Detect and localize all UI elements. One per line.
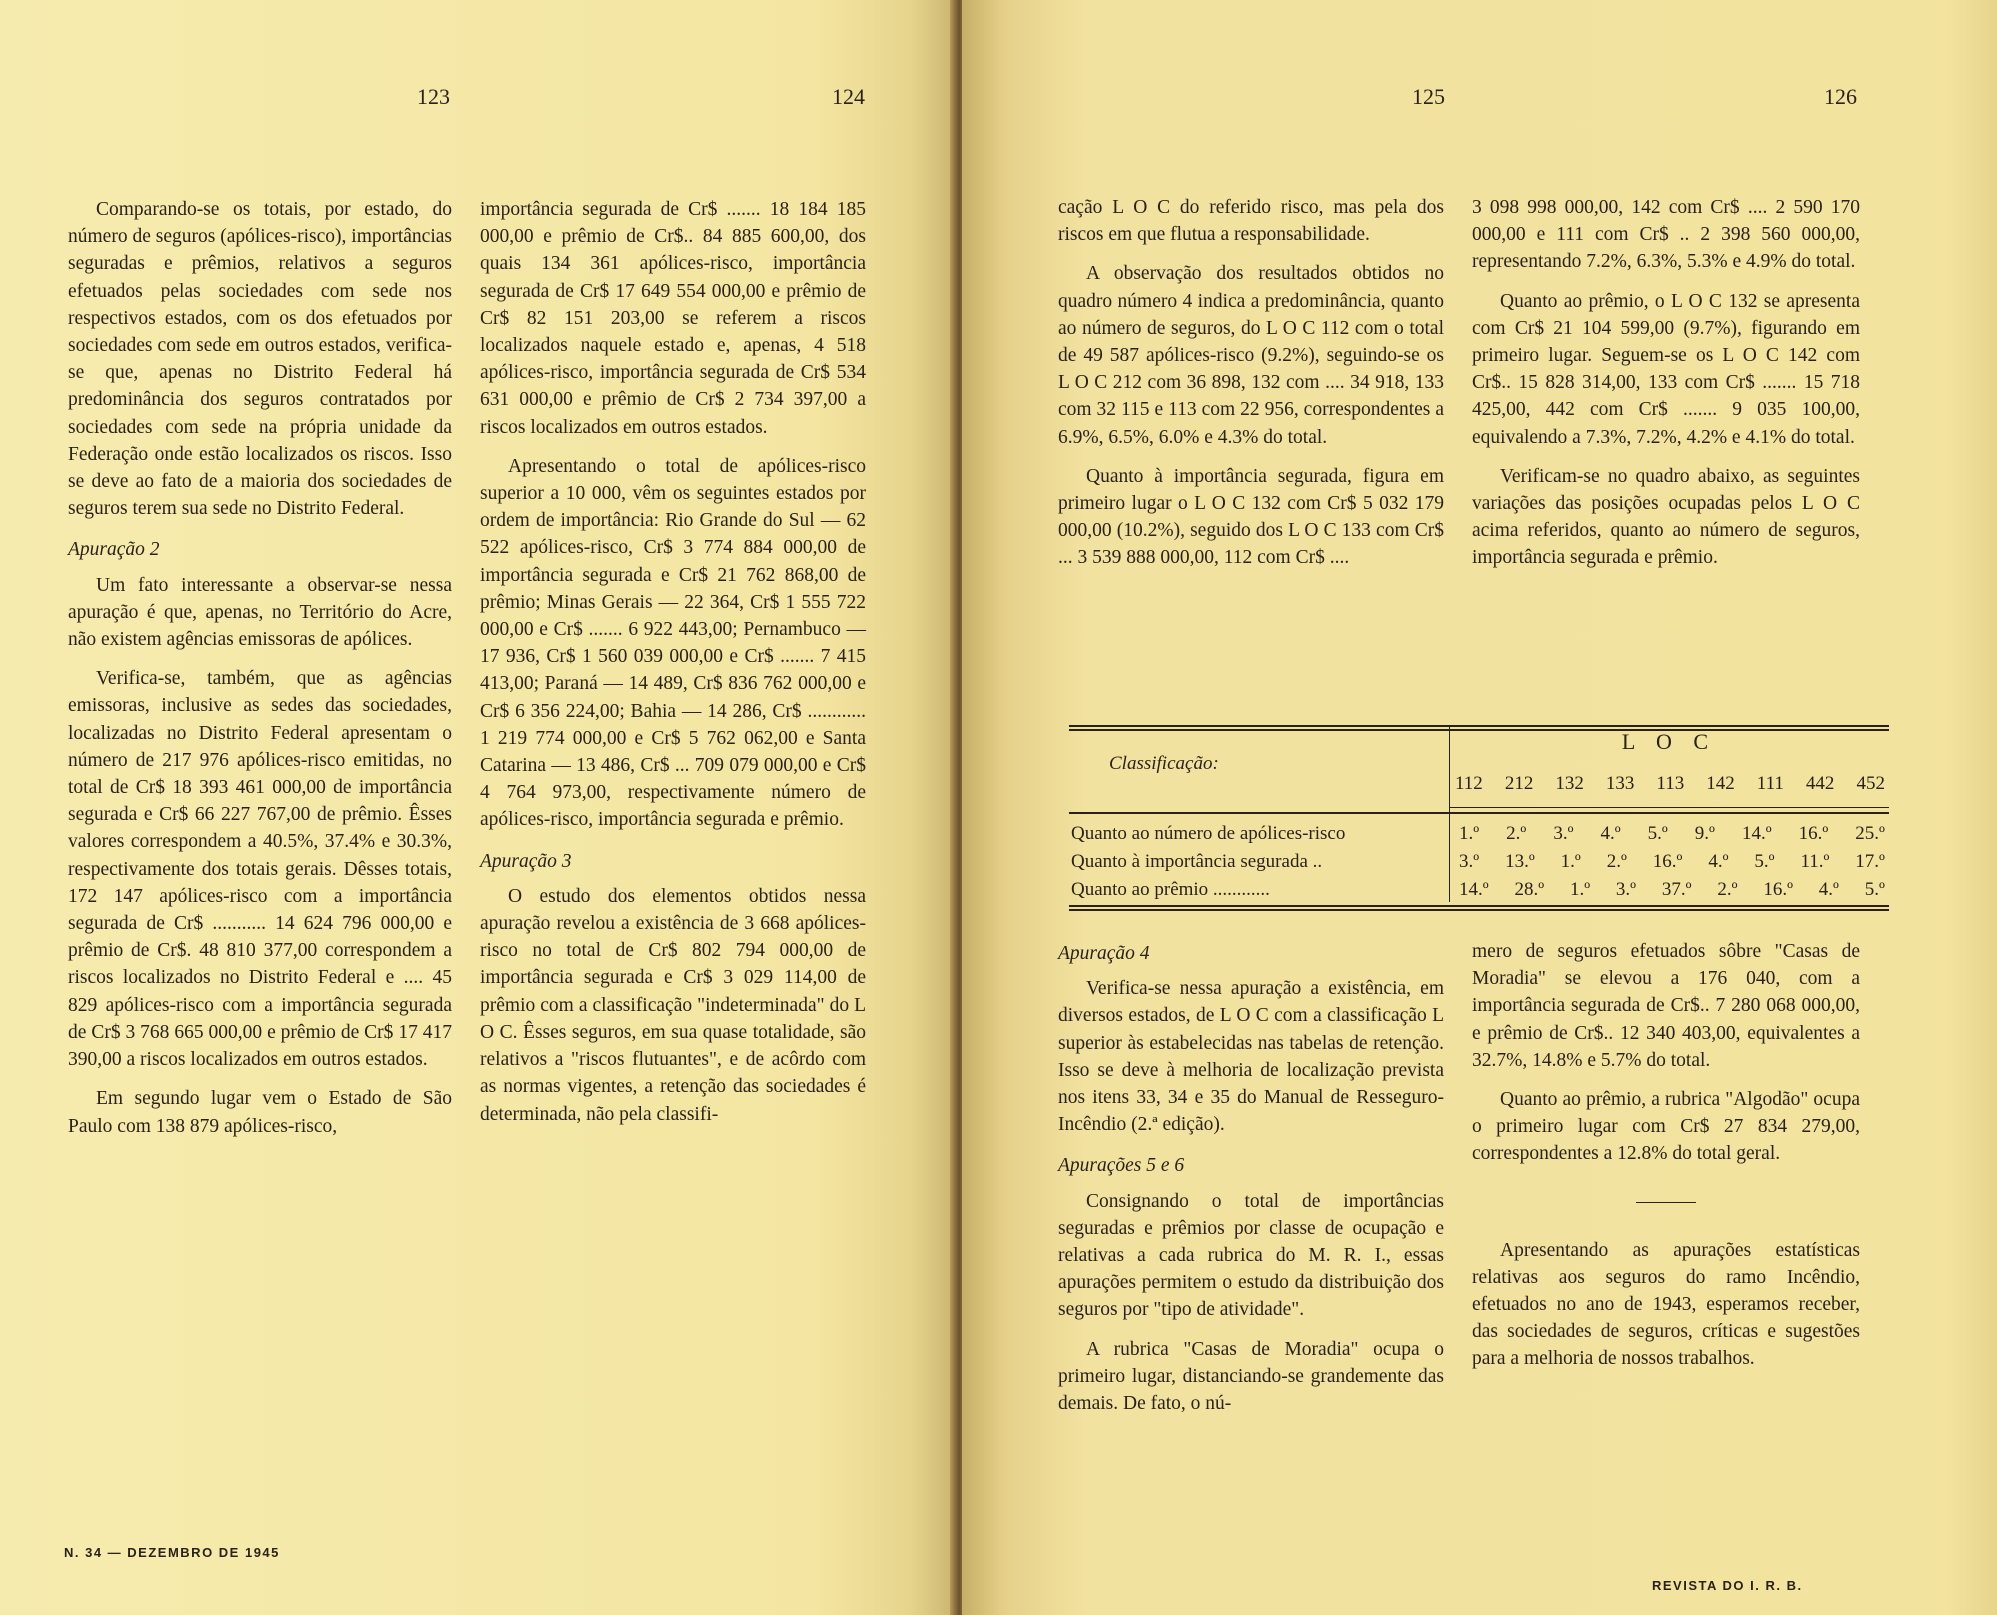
paragraph: O estudo dos elementos obtidos nessa apuração revelou a existência de 3 668 apólices-risco no total de Cr$ 802 794 000,00 de importância segurada e Cr$ 3 029 114,00 de prêmio com a classificação "indeterminada" do L O C. Êsses seguros, em sua quase totalidade, são relativos a "riscos flutuantes", e de acôrdo com as normas vigentes, a retenção das sociedades é determinada, não pela classifi- — [480, 885, 866, 1125]
paragraph: A rubrica "Casas de Moradia" ocupa o primeiro lugar, distanciando-se grandemente das demais. De fato, o nú- — [1058, 1338, 1444, 1415]
table-cell: 37.º — [1661, 879, 1692, 900]
table-bottom-rule-2 — [1069, 909, 1889, 911]
table-cell: 4.º — [1708, 851, 1729, 872]
section-heading: Apurações 5 e 6 — [1058, 1155, 1185, 1177]
column-4-top — [1472, 194, 1860, 584]
paragraph: Quanto à importância segurada, figura em primeiro lugar o L O C 132 com Cr$ 5 032 179 000,00 (10.2%), seguido dos L O C 133 com Cr$ ... 3 539 888 000,00, 112 com Cr$ .... — [1058, 465, 1444, 569]
paragraph: cação L O C do referido risco, mas pela dos riscos em que flutua a responsabilidade. — [1058, 197, 1444, 246]
column-1 — [68, 196, 452, 1152]
column-3-bottom — [1058, 926, 1444, 1429]
loc-classification-table — [1069, 717, 1889, 913]
loc-code: 112 — [1455, 773, 1483, 794]
table-cell: 13.º — [1505, 851, 1535, 872]
table-cell: 5.º — [1647, 823, 1668, 844]
column-3-top — [1058, 194, 1444, 584]
table-cell: 1.º — [1560, 851, 1581, 872]
table-cell: 5.º — [1864, 879, 1885, 900]
paragraph: Consignando o total de importâncias seguradas e prêmios por classe de ocupação e relativas a cada rubrica do M. R. I., essas apurações permitem o estudo da distribuição dos seguros por "tipo de atividade". — [1058, 1190, 1444, 1321]
table-cell: 1.º — [1459, 823, 1480, 844]
loc-code: 133 — [1605, 773, 1635, 794]
page-number-123: 123 — [417, 84, 450, 109]
paragraph: mero de seguros efetuados sôbre "Casas de Moradia" se elevou a 176 040, com a importância segurada de Cr$.. 7 280 068 000,00, e prêmio de Cr$.. 12 340 403,00, equivalentes a 32.7%, 14.8% e 5.7% do total. — [1472, 941, 1860, 1071]
table-cell: 3.º — [1553, 823, 1574, 844]
loc-code: 212 — [1504, 773, 1534, 794]
paragraph: Quanto ao prêmio, a rubrica "Algodão" ocupa o primeiro lugar com Cr$ 27 834 279,00, correspondentes a 12.8% do total geral. — [1472, 1089, 1860, 1165]
table-bottom-rule — [1069, 905, 1889, 907]
loc-code: 452 — [1856, 773, 1885, 794]
table-loc-codes — [1455, 773, 1885, 795]
table-row-values — [1459, 823, 1885, 845]
page-number-124: 124 — [832, 84, 865, 109]
page-number-126: 126 — [1824, 84, 1857, 109]
table-row-label: Quanto à importância segurada .. — [1071, 851, 1323, 872]
section-heading: Apuração 2 — [68, 539, 160, 561]
table-cell: 3.º — [1459, 851, 1480, 872]
paragraph: Apresentando as apurações estatísticas relativas aos seguros do ramo Incêndio, efetuados no ano de 1943, esperamos receber, das sociedades de seguros, críticas e sugestões para a melhoria de nossos trabalhos. — [1472, 1239, 1860, 1370]
section-heading: Apuração 3 — [480, 850, 572, 872]
table-cell: 1.º — [1569, 879, 1591, 900]
paragraph: Em segundo lugar vem o Estado de São Paulo com 138 879 apólices-risco, — [68, 1088, 452, 1137]
paragraph: Verifica-se nessa apuração a existência, em diversos estados, de L O C com a classificação L superior às estabelecidas nas tabelas de retenção. Isso se deve à melhoria de localização prevista nos itens 33, 34 e 35 do Manual de Resseguro-Incêndio (2.ª edição). — [1058, 978, 1444, 1136]
page-number-125: 125 — [1412, 84, 1445, 109]
table-cell: 4.º — [1600, 823, 1621, 844]
table-top-rule — [1069, 725, 1889, 727]
table-cell: 9.º — [1694, 823, 1715, 844]
table-cell: 2.º — [1506, 823, 1527, 844]
table-row-label: Quanto ao prêmio ............ — [1071, 879, 1270, 900]
table-row-label: Quanto ao número de apólices-risco — [1071, 823, 1346, 844]
table-cell: 11.º — [1800, 851, 1830, 872]
footer-issue: N. 34 — DEZEMBRO DE 1945 — [64, 1545, 280, 1560]
table-cell: 5.º — [1754, 851, 1775, 872]
loc-code: 442 — [1805, 773, 1835, 794]
column-2 — [480, 196, 866, 1140]
right-page — [962, 0, 1997, 1615]
paragraph: Quanto ao prêmio, o L O C 132 se apresenta com Cr$ 21 104 599,00 (9.7%), figurando em primeiro lugar. Seguem-se os L O C 142 com Cr$.. 15 828 314,00, 133 com Cr$ ....... 15 718 425,00, 442 com Cr$ ....... 9 035 100,00, equivalendo a 7.3%, 7.2%, 4.2% e 4.1% do total. — [1472, 290, 1860, 448]
table-loc-header: L O C — [1621, 729, 1717, 754]
table-classification-label: Classificação: — [1109, 753, 1219, 774]
section-heading: Apuração 4 — [1058, 943, 1150, 964]
column-4-bottom — [1472, 938, 1860, 1385]
paragraph: A observação dos resultados obtidos no quadro número 4 indica a predominância, quanto ao número de seguros, do L O C 112 com o total de 49 587 apólices-risco (9.2%), seguindo-se os L O C 212 com 36 898, 132 com .... 34 918, 133 com 32 115 e 113 com 22 956, correspondentes a 6.9%, 6.5%, 6.0% e 4.3% do total. — [1058, 263, 1444, 448]
table-cell: 4.º — [1818, 879, 1839, 900]
table-row-values — [1459, 851, 1885, 873]
left-page — [0, 0, 958, 1615]
loc-code: 132 — [1555, 773, 1584, 794]
table-cell: 2.º — [1606, 851, 1627, 872]
table-cell: 16.º — [1763, 879, 1793, 900]
loc-code: 113 — [1656, 773, 1685, 794]
table-cell: 16.º — [1652, 851, 1683, 872]
loc-code: 142 — [1706, 773, 1735, 794]
table-cell: 28.º — [1514, 879, 1545, 900]
table-cell: 25.º — [1855, 823, 1885, 844]
table-cell: 3.º — [1615, 879, 1637, 900]
paragraph: 3 098 998 000,00, 142 com Cr$ .... 2 590 170 000,00 e 111 com Cr$ .. 2 398 560 000,00, representando 7.2%, 6.3%, 5.3% e 4.9% do total. — [1472, 197, 1860, 273]
paragraph: Apresentando o total de apólices-risco superior a 10 000, vêm os seguintes estados por ordem de importância: Rio Grande do Sul — 62 522 apólices-risco, Cr$ 3 774 884 000,00 de importância segurada e Cr$ 21 762 868,00 de prêmio; Minas Gerais — 22 364, Cr$ 1 555 722 000,00 e Cr$ ....... 6 922 443,00; Pernambuco — 17 936, Cr$ 1 560 039 000,00 e Cr$ ....... 7 415 413,00; Paraná — 14 489, Cr$ 836 762 000,00 e Cr$ 6 356 224,00; Bahia — 14 286, Cr$ ............ 1 219 774 000,00 e Cr$ 5 762 062,00 e Santa Catarina — 13 486, Cr$ ... 709 079 000,00 e Cr$ 4 764 973,00, respectivamente número de apólices-risco, importância segurada e prêmio. — [480, 455, 866, 831]
section-separator — [1636, 1202, 1696, 1203]
table-row-values — [1459, 879, 1885, 901]
paragraph: Comparando-se os totais, por estado, do número de seguros (apólices-risco), importâncias seguradas e prêmios, relativos a seguros efetuados pelas sociedades com sede nos respectivos estados, com os dos efetuados por sociedades com sede em outros estados, verifica-se que, apenas no Distrito Federal há predominância dos seguros contratados por sociedades com sede na própria unidade da Federação onde estão localizados os riscos. Isso se deve ao fato de a maioria dos sociedades de seguros terem sua sede no Distrito Federal. — [68, 199, 452, 520]
table-header-rule — [1449, 807, 1889, 808]
table-header-bottom-rule — [1069, 812, 1889, 814]
paragraph: Verifica-se, também, que as agências emissoras, inclusive as sedes das sociedades, localizadas no Distrito Federal apresentam o número de 217 976 apólices-risco emitidas, no total de Cr$ 18 393 461 000,00 de importância segurada e Cr$ 66 227 767,00 de prêmio. Êsses valores correspondem a 40.5%, 37.4% e 30.3%, respectivamente dos totais gerais. Dêsses totais, 172 147 apólices-risco com a importância segurada de Cr$ ........... 14 624 796 000,00 e prêmio de Cr$. 48 810 377,00 correspondem a riscos localizados no Distrito Federal e .... 45 829 apólices-risco com a importância segurada de Cr$ 3 768 665 000,00 e prêmio de Cr$ 17 417 390,00 a riscos localizados em outros estados. — [68, 668, 452, 1071]
table-cell: 2.º — [1717, 879, 1738, 900]
paragraph: Um fato interessante a observar-se nessa apuração é que, apenas, no Território do Acre, não existem agências emissoras de apólices. — [68, 574, 452, 651]
table-cell: 17.º — [1855, 851, 1885, 872]
table-cell: 16.º — [1798, 823, 1829, 844]
footer-journal: REVISTA DO I. R. B. — [1652, 1578, 1803, 1593]
paragraph: Verificam-se no quadro abaixo, as seguintes variações das posições ocupadas pelos L O C acima referidos, quanto ao número de seguros, importância segurada e prêmio. — [1472, 465, 1860, 569]
loc-code: 111 — [1756, 773, 1784, 794]
table-cell: 14.º — [1741, 823, 1772, 844]
paragraph: importância segurada de Cr$ ....... 18 184 185 000,00 e prêmio de Cr$.. 84 885 600,00, dos quais 134 361 apólices-risco, importância segurada de Cr$ 17 649 554 000,00 e prêmio de Cr$ 82 151 203,00 se referem a riscos localizados naquele estado e, apenas, 4 518 apólices-risco, importância segurada de Cr$ 534 631 000,00 e prêmio de Cr$ 2 734 397,00 a riscos localizados em outros estados. — [480, 199, 866, 438]
table-cell: 14.º — [1459, 879, 1489, 900]
